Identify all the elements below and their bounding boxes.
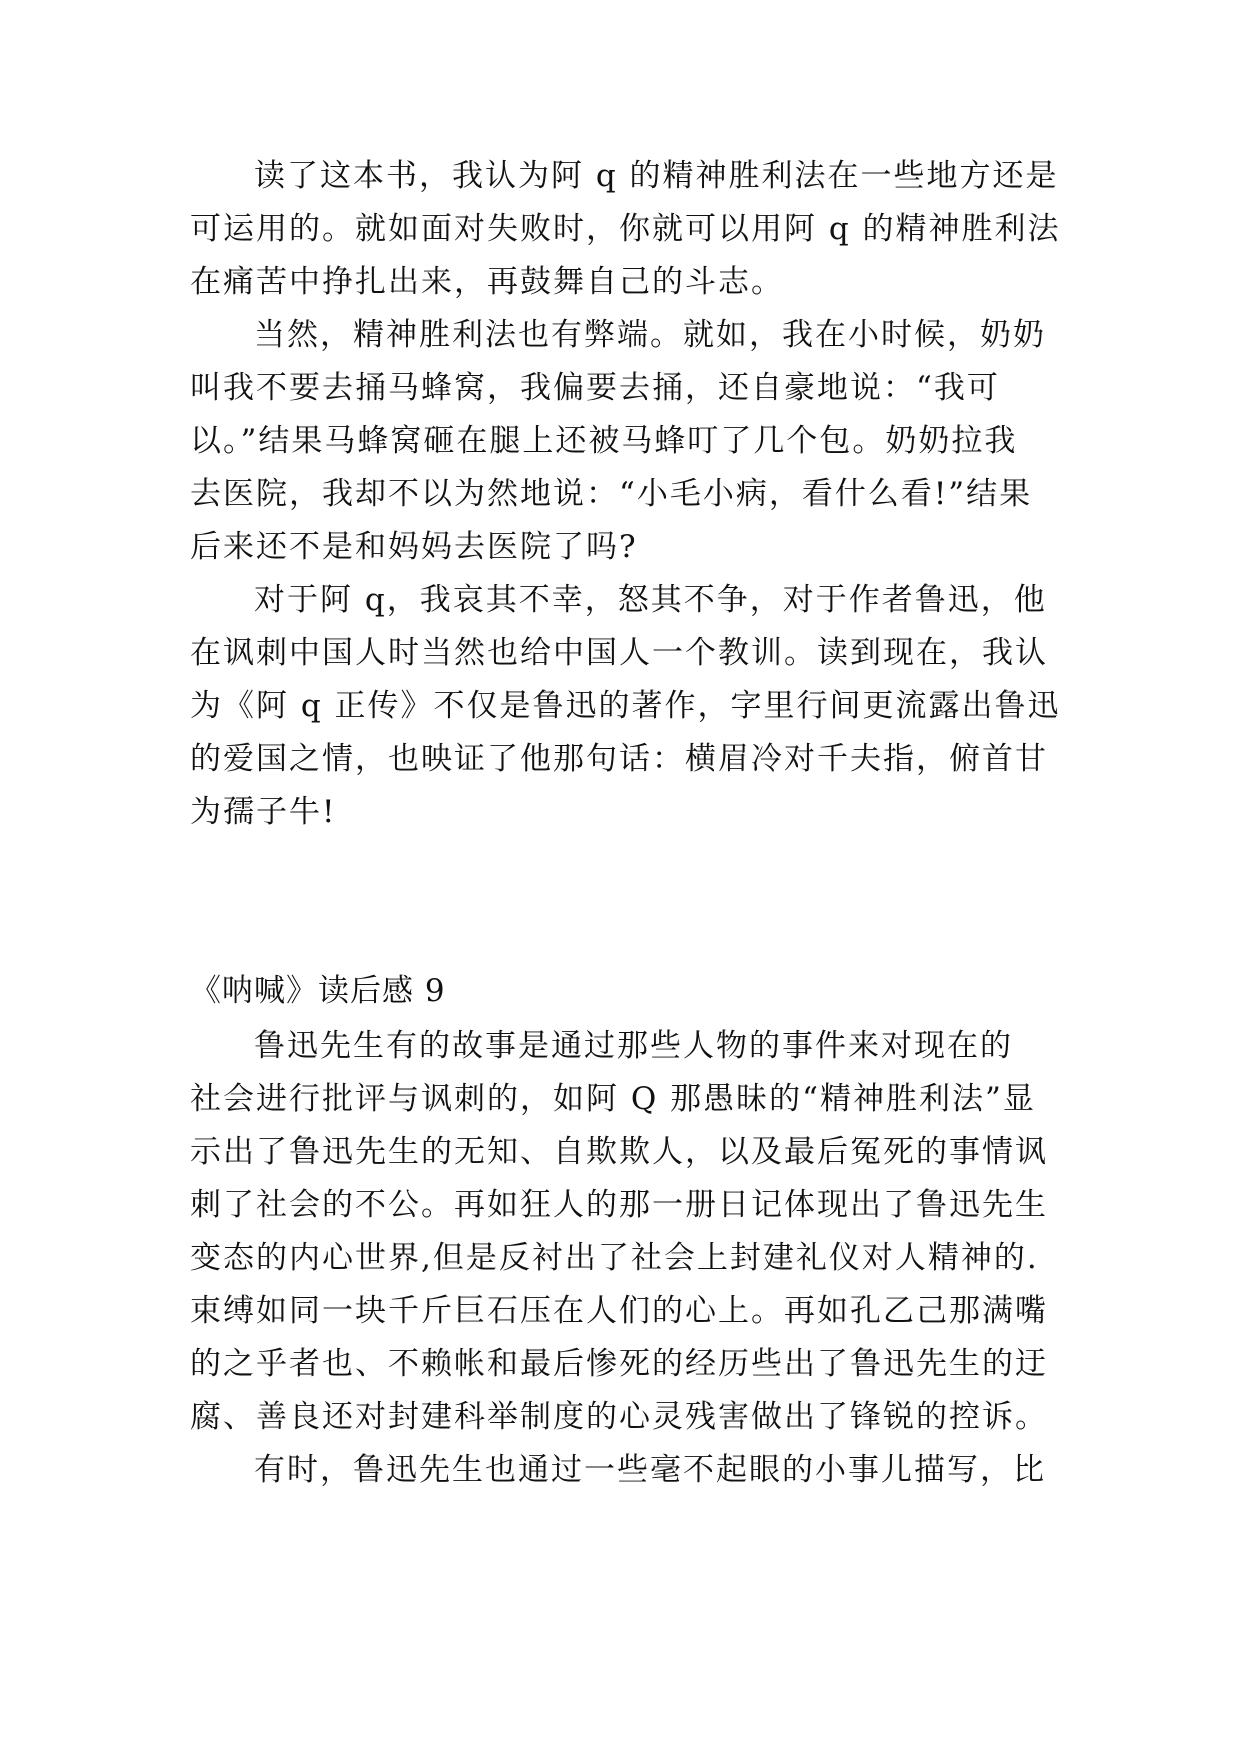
section2-text [190, 1020, 1052, 1497]
paragraph-line: 为孺子牛! [190, 794, 337, 830]
paragraph-line: 变态的内心世界,但是反衬出了社会上封建礼仪对人精神的. [190, 1240, 1039, 1276]
paragraph-line: 的爱国之情，也映证了他那句话：横眉冷对千夫指，俯首甘 [190, 741, 1048, 777]
paragraph-line: 在讽刺中国人时当然也给中国人一个教训。读到现在，我认 [190, 635, 1048, 671]
paragraph-line: 鲁迅先生有的故事是通过那些人物的事件来对现在的 [254, 1028, 1013, 1064]
paragraph-line: 以。”结果马蜂窝砸在腿上还被马蜂叮了几个包。奶奶拉我 [190, 423, 1018, 459]
section-heading: 《呐喊》读后感 9 [190, 973, 446, 1009]
paragraph-line: 刺了社会的不公。再如狂人的那一册日记体现出了鲁迅先生 [190, 1187, 1048, 1223]
paragraph-line: 社会进行批评与讽刺的，如阿 Q 那愚昧的“精神胜利法”显 [190, 1081, 1036, 1117]
paragraph-line: 对于阿 q，我哀其不幸，怒其不争，对于作者鲁迅，他 [254, 582, 1047, 618]
paragraph-line: 去医院，我却不以为然地说：“小毛小病，看什么看!”结果 [190, 476, 1033, 512]
paragraph-line: 当然，精神胜利法也有弊端。就如，我在小时候，奶奶 [254, 317, 1046, 353]
paragraph-line: 叫我不要去捅马蜂窝，我偏要去捅，还自豪地说：“我可 [190, 370, 1000, 406]
paragraph-line: 示出了鲁迅先生的无知、自欺欺人，以及最后冤死的事情讽 [190, 1134, 1048, 1170]
paragraph-line: 后来还不是和妈妈去医院了吗? [190, 529, 638, 565]
paragraph-line: 腐、善良还对封建科举制度的心灵残害做出了锋锐的控诉。 [190, 1399, 1048, 1435]
paragraph-line: 为《阿 q 正传》不仅是鲁迅的著作，字里行间更流露出鲁迅 [190, 688, 1061, 724]
paragraph-line: 可运用的。就如面对失败时，你就可以用阿 q 的精神胜利法 [190, 211, 1061, 247]
paragraph-line: 有时，鲁迅先生也通过一些毫不起眼的小事儿描写，比 [254, 1452, 1046, 1488]
paragraph-line: 在痛苦中挣扎出来，再鼓舞自己的斗志。 [190, 264, 784, 300]
paragraph-line: 束缚如同一块千斤巨石压在人们的心上。再如孔乙己那满嘴 [190, 1293, 1048, 1329]
paragraph-line: 读了这本书，我认为阿 q 的精神胜利法在一些地方还是 [254, 158, 1059, 194]
section1-text [190, 150, 1061, 839]
paragraph-line: 的之乎者也、不赖帐和最后惨死的经历些出了鲁迅先生的迂 [190, 1346, 1048, 1382]
